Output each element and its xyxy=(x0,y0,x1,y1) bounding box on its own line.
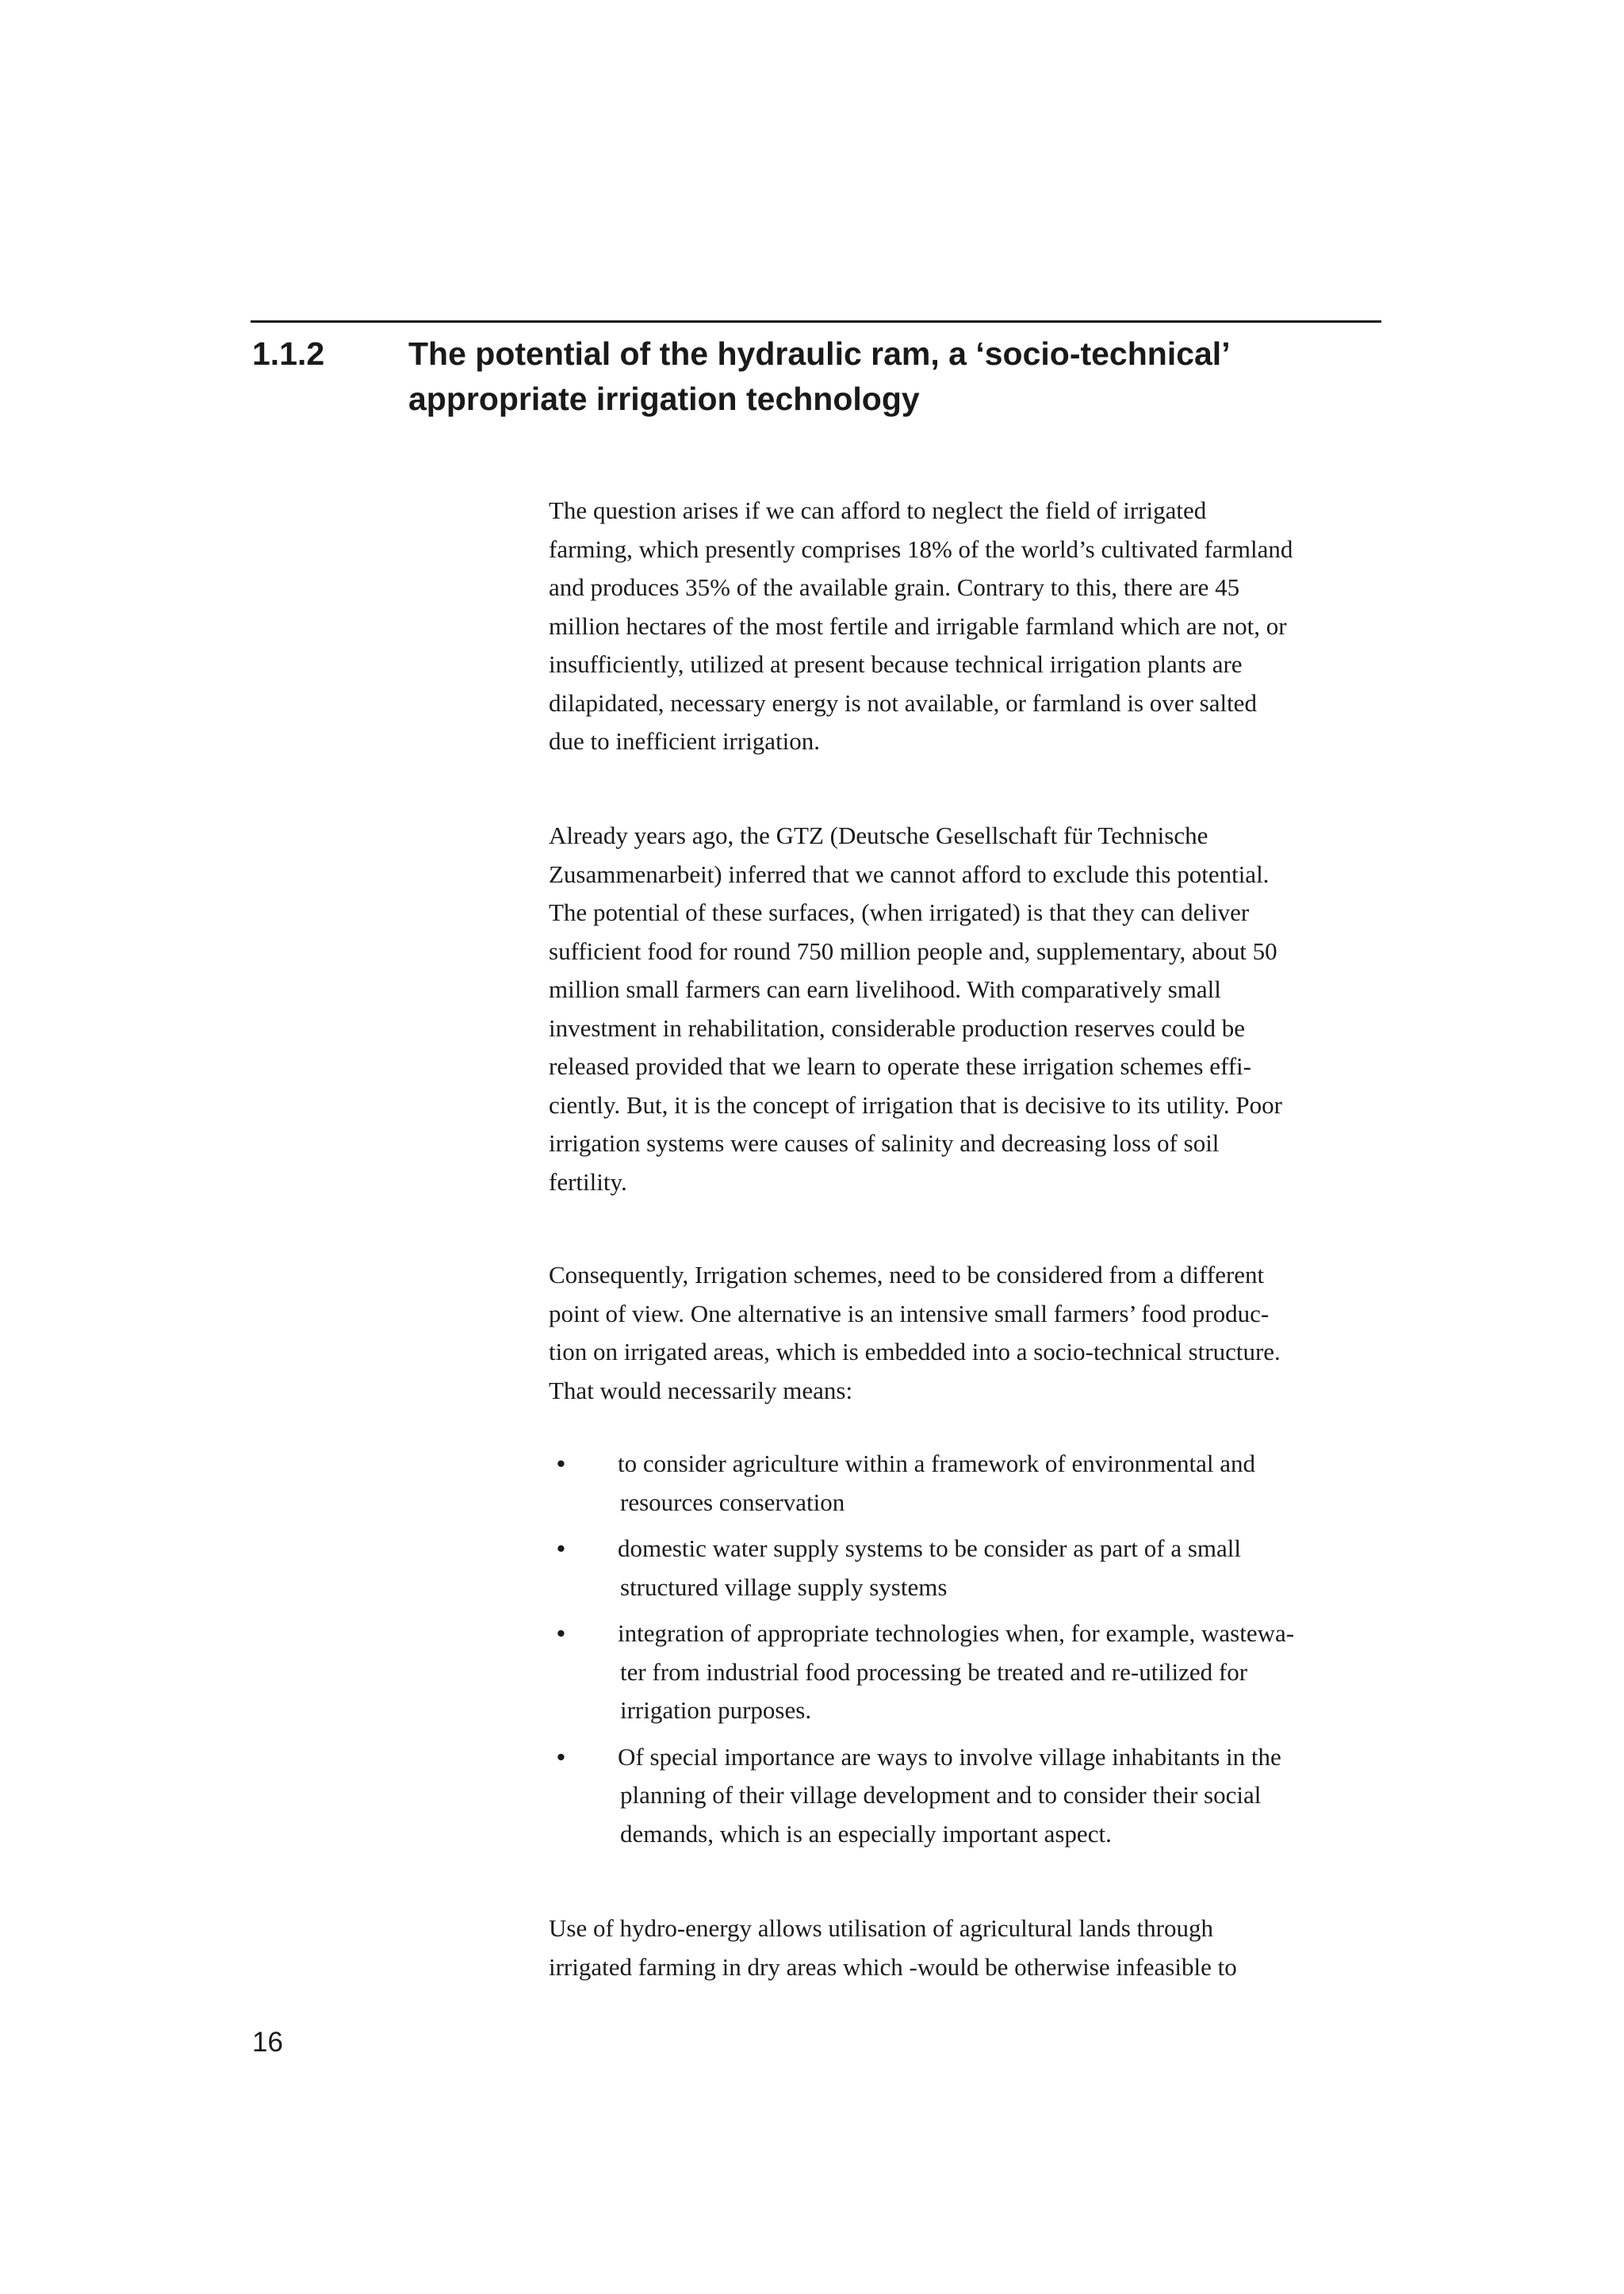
text-line: That would necessarily means: xyxy=(549,1376,853,1404)
text-line: ciently. But, it is the concept of irrigation that is decisive to its utility. Poor xyxy=(549,1090,1282,1119)
text-line: Already years ago, the GTZ (Deutsche Gesellschaft für Technische xyxy=(549,821,1208,849)
text-line: and produces 35% of the available grain. Contrary to this, there are 45 xyxy=(549,573,1240,601)
text-line: released provided that we learn to operate these irrigation schemes effi- xyxy=(549,1052,1251,1080)
text-line: irrigation systems were causes of salinity and decreasing loss of soil xyxy=(549,1129,1220,1157)
text-line: structured village supply systems xyxy=(620,1572,948,1601)
text-line: Zusammenarbeit) inferred that we cannot afford to exclude this potential. xyxy=(549,860,1270,888)
text-line: Use of hydro-energy allows utilisation of agricultural lands through xyxy=(549,1914,1213,1942)
paragraph-consequently xyxy=(549,1256,1389,1410)
text-line: million hectares of the most fertile and irrigable farmland which are not, or xyxy=(549,611,1287,640)
text-line: insufficiently, utilized at present because technical irrigation plants are xyxy=(549,650,1243,678)
text-line: The question arises if we can afford to neglect the field of irrigated xyxy=(549,496,1207,524)
text-line: irrigation purposes. xyxy=(620,1696,812,1724)
text-line: resources conservation xyxy=(620,1488,845,1516)
list-item-text xyxy=(618,1738,1389,1854)
list-item-text xyxy=(618,1614,1389,1730)
text-line: irrigated farming in dry areas which -would be otherwise infeasible to xyxy=(549,1952,1237,1981)
text-line: to consider agriculture within a framework of environmental and xyxy=(618,1450,1256,1477)
text-line: point of view. One alternative is an intensive small farmers’ food produc- xyxy=(549,1299,1270,1327)
section-title xyxy=(408,331,1360,422)
bullet-icon: • xyxy=(557,1619,565,1647)
text-line: Of special importance are ways to involve village inhabitants in the xyxy=(618,1742,1281,1771)
section-number: 1.1.2 xyxy=(252,335,325,372)
text-line: ter from industrial food processing be treated and re-utilized for xyxy=(620,1657,1248,1686)
text-line: tion on irrigated areas, which is embedded into a socio-technical structure. xyxy=(549,1338,1281,1365)
text-line: sufficient food for round 750 million people and, supplementary, about 50 xyxy=(549,936,1277,965)
text-line: million small farmers can earn livelihood. With comparatively small xyxy=(549,975,1221,1003)
list-item xyxy=(549,1738,1389,1854)
list-item xyxy=(549,1445,1389,1522)
text-line: investment in rehabilitation, considerable production reserves could be xyxy=(549,1013,1246,1042)
text-line: due to inefficient irrigation. xyxy=(549,727,821,755)
list-item-text xyxy=(618,1445,1389,1522)
text-line: integration of appropriate technologies when, for example, wastewa- xyxy=(618,1619,1295,1647)
section-title-line: appropriate irrigation technology xyxy=(408,381,920,417)
text-line: Consequently, Irrigation schemes, need to be considered from a different xyxy=(549,1261,1265,1289)
list-item-text xyxy=(618,1530,1389,1607)
list-item xyxy=(549,1530,1389,1607)
list-item xyxy=(549,1614,1389,1730)
page-number: 16 xyxy=(252,2027,283,2058)
paragraph-irrigated-farming xyxy=(549,492,1389,761)
paragraph-gtz-potential xyxy=(549,817,1389,1201)
text-line: farming, which presently comprises 18% of the world’s cultivated farmland xyxy=(549,534,1293,563)
bullet-icon: • xyxy=(557,1534,565,1562)
text-line: planning of their village development and to consider their social xyxy=(620,1781,1262,1809)
bullet-list xyxy=(549,1445,1389,1861)
section-title-line: The potential of the hydraulic ram, a ‘socio-technical’ xyxy=(408,335,1231,372)
paragraph-hydro-energy xyxy=(549,1909,1389,1986)
text-line: domestic water supply systems to be consider as part of a small xyxy=(618,1534,1242,1562)
text-line: The potential of these surfaces, (when irrigated) is that they can deliver xyxy=(549,898,1250,926)
text-line: dilapidated, necessary energy is not available, or farmland is over salted xyxy=(549,688,1257,717)
text-line: fertility. xyxy=(549,1167,627,1196)
text-line: demands, which is an especially important aspect. xyxy=(620,1819,1112,1848)
bullet-icon: • xyxy=(557,1742,565,1771)
section-rule xyxy=(251,320,1381,323)
bullet-icon: • xyxy=(557,1450,565,1477)
